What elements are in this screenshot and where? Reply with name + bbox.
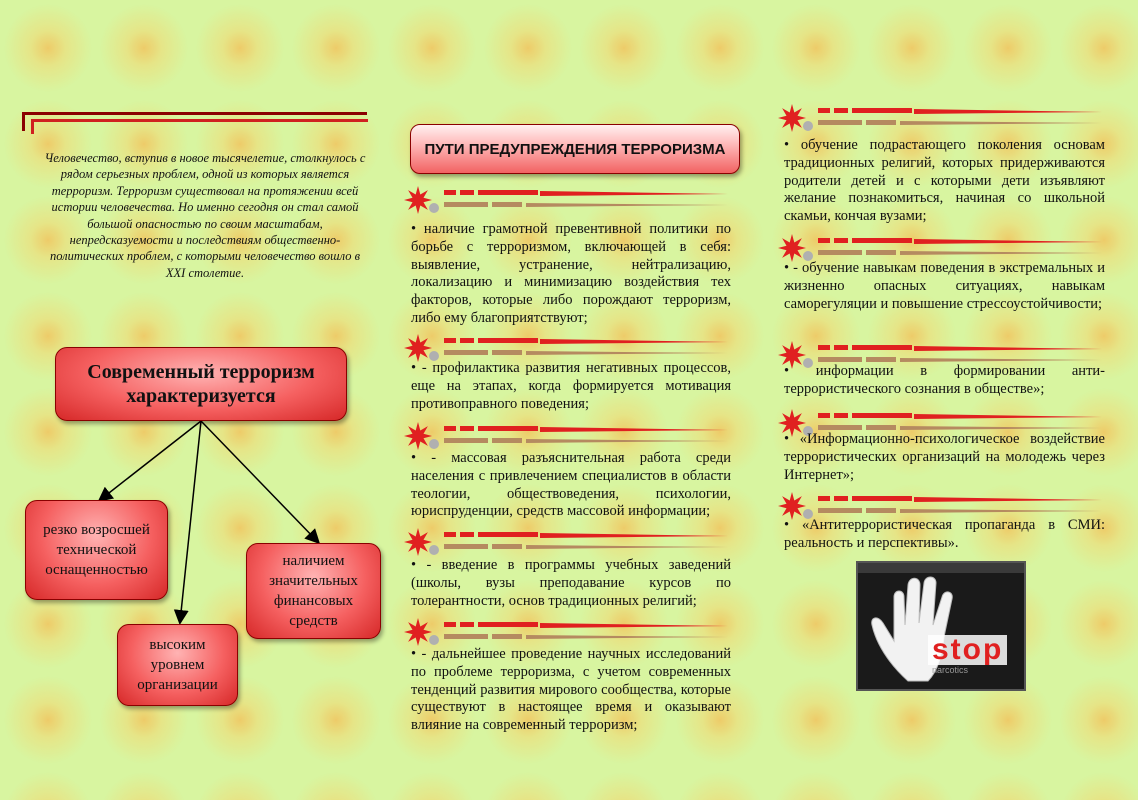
- prevention-item: • обучение подрастающего поколения основам традиционных религий, которых придерживаются родители детей и с которыми дети изъявляют желание познакомиться, начиная со школьной скамьи, кончая вузами;: [784, 137, 1105, 225]
- diagram-box-organization: [117, 624, 238, 706]
- starburst-icon: [404, 422, 432, 450]
- diagram-main-box: [55, 347, 347, 421]
- prevention-item: • - обучение навыкам поведения в экстремальных и жизненно опасных ситуациях, навыкам саморегуляции и повышение стрессоустойчивости;: [784, 260, 1105, 312]
- stop-subword: narcotics: [932, 665, 969, 675]
- prevention-title-box: [410, 124, 740, 174]
- starburst-icon: [404, 334, 432, 362]
- stop-hand-image: [856, 561, 1026, 691]
- prevention-item: • - массовая разъяснительная работа среди населения с привлечением специалистов в области теологии, обществоведения, психологии, юриспруденции, средств массовой информации;: [411, 450, 731, 520]
- section-divider: [402, 418, 732, 454]
- prevention-item: • - введение в программы учебных заведений (школы, вузы преподавание курсов по толерантности, основ традиционных религий;: [411, 557, 731, 609]
- diagram-box-technical: [25, 500, 168, 600]
- prevention-title: ПУТИ ПРЕДУПРЕЖДЕНИЯ ТЕРРОРИЗМА: [424, 140, 726, 158]
- prevention-item: • наличие грамотной превентивной политики по борьбе с терроризмом, включающей в себя: выявление, устранение, нейтрализацию, локализацию и минимизацию воздействия тех факторов, которые либо порождают терроризм, либо ему благоприятствуют;: [411, 221, 731, 326]
- section-divider: [402, 182, 732, 218]
- diagram-box-finance: [246, 543, 381, 639]
- starburst-icon: [778, 104, 806, 132]
- section-divider: [402, 614, 732, 650]
- prevention-item: • - профилактика развития негативных процессов, еще на этапах, когда формируется мотивация противоправного поведения;: [411, 360, 731, 412]
- diagram-main-label: Современный терроризм характеризуется: [87, 361, 315, 407]
- intro-text: Человечество, вступив в новое тысячелетие, столкнулось с рядом серьезных проблем, одной из которых является терроризм. Терроризм существовал на протяжении всей истории человечества. Но именно сегодня он стал самой большой опасностью по своим масштабам, непредсказуемости и последствиям общественно-политических проблем, с которыми человечество вошло в XXI столетие.: [44, 151, 366, 280]
- section-divider: [776, 100, 1106, 136]
- prevention-item: • информации в формировании анти-террористического сознания в обществе»;: [784, 363, 1105, 397]
- prevention-item: • «Антитеррористическая пропаганда в СМИ: реальность и перспективы».: [784, 517, 1105, 551]
- diagram-box-organization-label: высоким уровнем организации: [137, 637, 218, 693]
- starburst-icon: [778, 492, 806, 520]
- diagram-box-finance-label: наличием значительных финансовых средств: [269, 553, 358, 629]
- diagram-box-technical-label: резко возросшей технической оснащенностью: [43, 522, 150, 578]
- starburst-icon: [404, 618, 432, 646]
- prevention-item: • - дальнейшее проведение научных исследований по проблеме терроризма, с учетом современных тенденций развития мирового сообщества, которые существуют в настоящее время и оказывают влияние на современный терроризм;: [411, 646, 731, 734]
- starburst-icon: [778, 234, 806, 262]
- prevention-item: • «Информационно-психологическое воздействие террористических организаций на молодежь через Интернет»;: [784, 431, 1105, 483]
- stop-word: stop: [928, 635, 1007, 665]
- starburst-icon: [404, 528, 432, 556]
- section-divider: [402, 524, 732, 560]
- starburst-icon: [404, 186, 432, 214]
